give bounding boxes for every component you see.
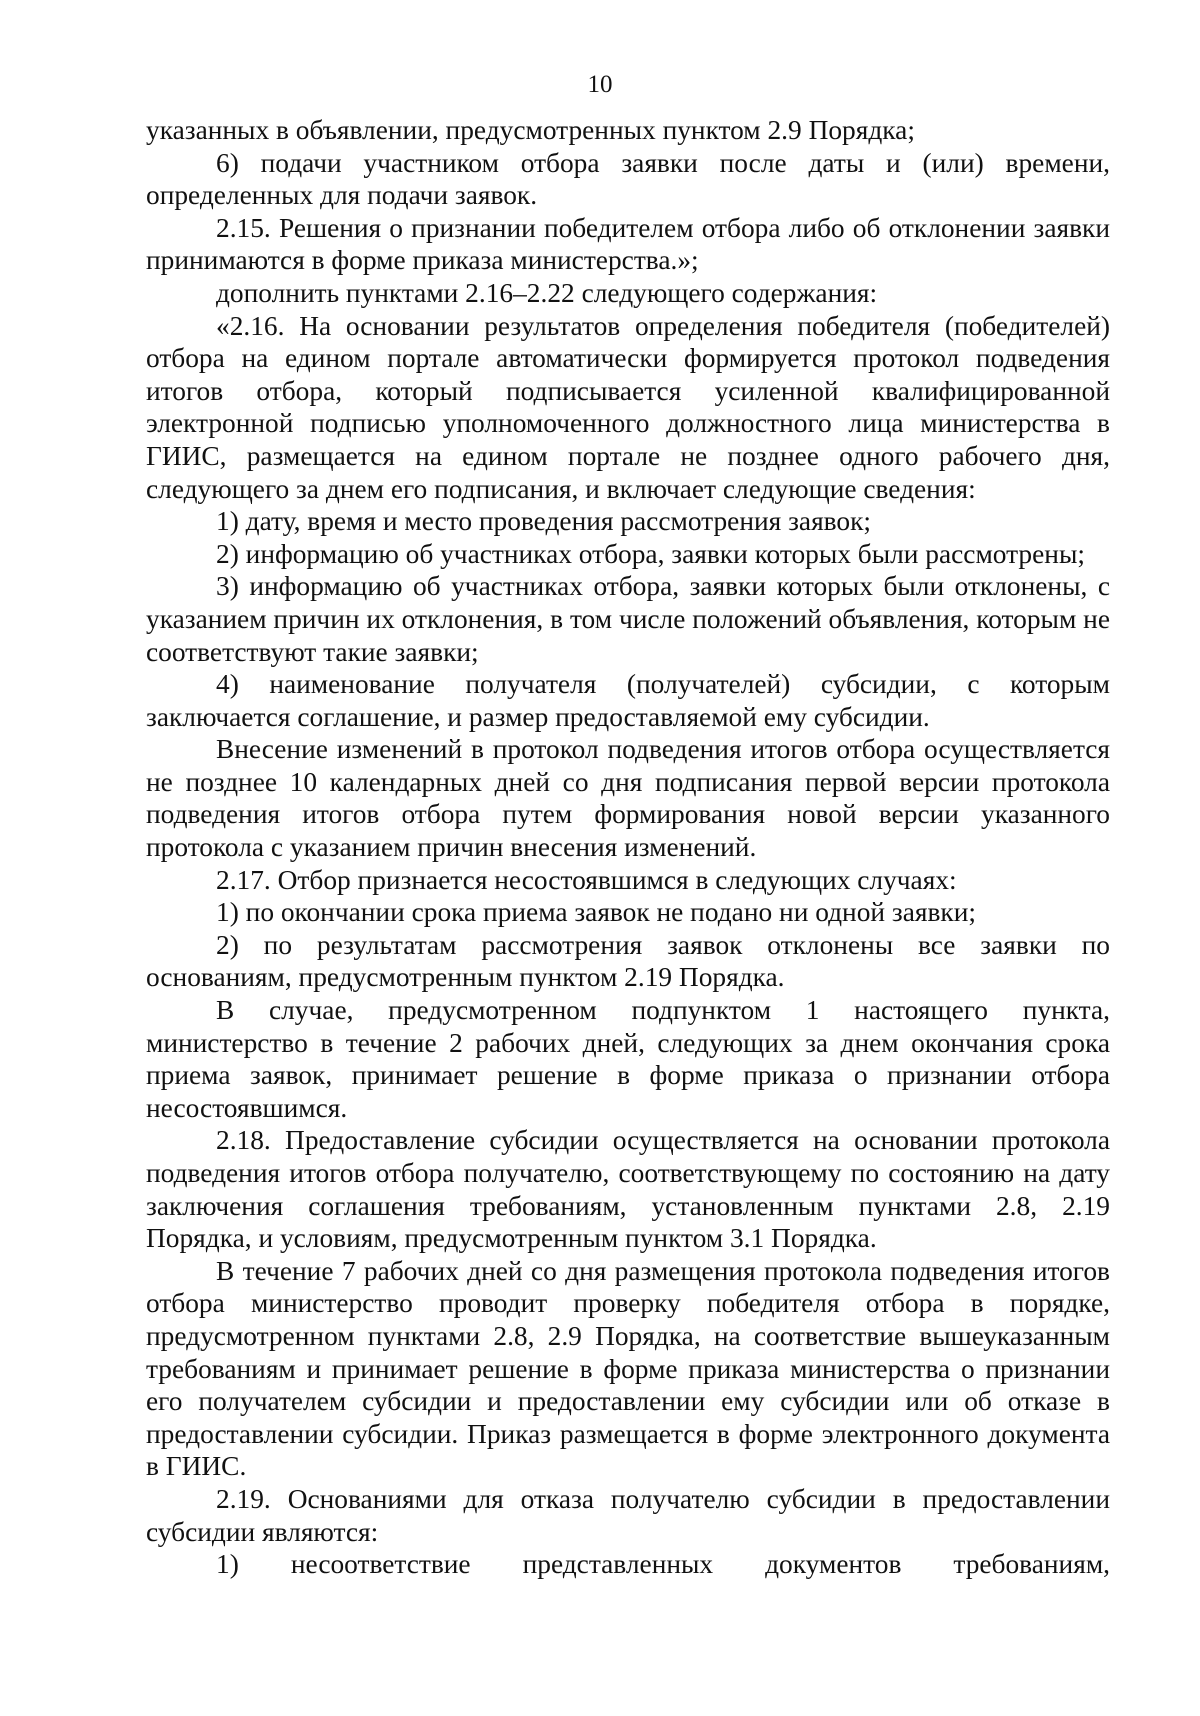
paragraph: 6) подачи участником отбора заявки после даты и (или) времени, определенных для подачи заявок. — [146, 147, 1110, 211]
page-number: 10 — [587, 71, 613, 98]
paragraph: 2) по результатам рассмотрения заявок отклонены все заявки по основаниям, предусмотренным пунктом 2.19 Порядка. — [146, 929, 1110, 993]
paragraph: дополнить пунктами 2.16–2.22 следующего содержания: — [216, 277, 878, 308]
paragraph: 1) по окончании срока приема заявок не подано ни одной заявки; — [216, 897, 976, 928]
paragraph: 2.17. Отбор признается несостоявшимся в следующих случаях: — [216, 864, 957, 895]
paragraph: 1) несоответствие представленных документов требованиям, — [216, 1549, 1110, 1580]
paragraph: 2.19. Основаниями для отказа получателю субсидии в предоставлении субсидии являются: — [146, 1483, 1110, 1547]
paragraph: 2.15. Решения о признании победителем отбора либо об отклонении заявки принимаются в форме приказа министерства.»; — [146, 212, 1110, 276]
paragraph: 1) дату, время и место проведения рассмотрения заявок; — [216, 506, 872, 537]
paragraph: 2) информацию об участниках отбора, заявки которых были рассмотрены; — [216, 538, 1085, 569]
document-body — [146, 114, 1110, 1581]
paragraph: 4) наименование получателя (получателей) субсидии, с которым заключается соглашение, и размер предоставляемой ему субсидии. — [146, 669, 1110, 732]
paragraph: В случае, предусмотренном подпунктом 1 настоящего пункта, министерство в течение 2 рабочих дней, следующих за днем окончания срока приема заявок, принимает решение в форме приказа о признании отбора несостоявшимся. — [146, 995, 1110, 1123]
paragraph: 3) информацию об участниках отбора, заявки которых были отклонены, с указанием причин их отклонения, в том числе положений объявления, которым не соответствуют такие заявки; — [146, 571, 1110, 667]
paragraph: В течение 7 рабочих дней со дня размещения протокола подведения итогов отбора министерство проводит проверку победителя отбора в порядке, предусмотренном пунктами 2.8, 2.9 Порядка, на соответствие вышеуказанным требованиям и принимает решение в форме приказа министерства о признании его получателем субсидии и предоставлении ему субсидии или об отказе в предоставлении субсидии. Приказ размещается в форме электронного документа в ГИИС. — [146, 1255, 1110, 1482]
paragraph: «2.16. На основании результатов определения победителя (победителей) отбора на едином портале автоматически формируется протокол подведения итогов отбора, который подписывается усиленной квалифицированной электронной подписью уполномоченного должностного лица министерства в ГИИС, размещается на едином портале не позднее одного рабочего дня, следующего за днем его подписания, и включает следующие сведения: — [146, 310, 1110, 504]
paragraph: Внесение изменений в протокол подведения итогов отбора осуществляется не позднее 10 календарных дней со дня подписания первой версии протокола подведения итогов отбора путем формирования новой версии указанного протокола с указанием причин внесения изменений. — [146, 734, 1110, 863]
paragraph: 2.18. Предоставление субсидии осуществляется на основании протокола подведения итогов отбора получателю, соответствующему по состоянию на дату заключения соглашения требованиям, установленным пунктами 2.8, 2.19 Порядка, и условиям, предусмотренным пунктом 3.1 Порядка. — [146, 1125, 1110, 1254]
paragraph: указанных в объявлении, предусмотренных пунктом 2.9 Порядка; — [146, 115, 915, 145]
